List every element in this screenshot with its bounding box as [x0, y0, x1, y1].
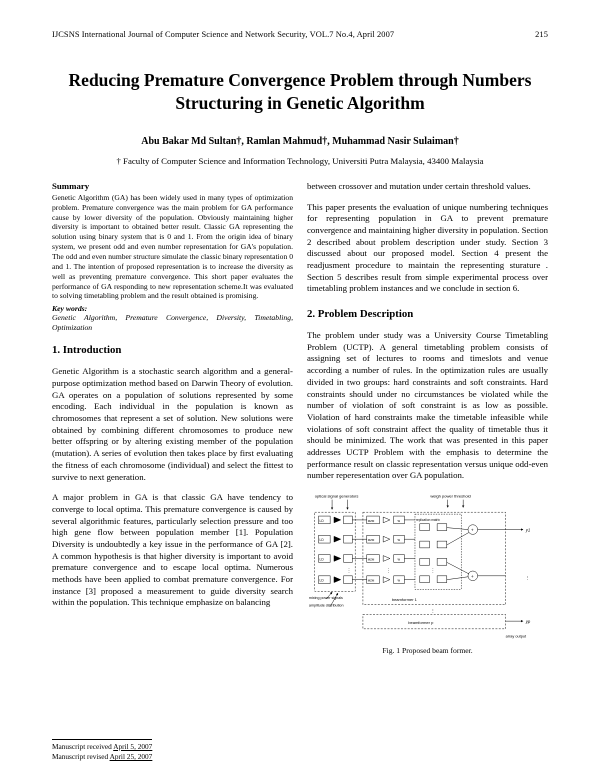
figure-1-caption: Fig. 1 Proposed beam former.: [382, 646, 473, 656]
manuscript-revised-label: Manuscript revised: [52, 752, 109, 762]
section-1-heading: 1. Introduction: [52, 344, 122, 357]
figure-label-array-output: array output: [505, 634, 527, 639]
weight-box-label: w: [397, 578, 400, 583]
ld-box-label: LD: [319, 538, 324, 543]
overview-paragraph: This paper presents the evaluation of unique numbering techniques for representing population in GA to prevent premature convergence and maintaining higher diversity in population. Section 2 described about problem description under study. Section 3 discussed about our proposed model. Section 4 present the readjusment procedure to maintain the representing sturature . Section 5 describes result from simple experimental process over timetabling problem instances and we conclude in section 6.: [307, 201, 548, 294]
mzm-box-label: MZM: [367, 578, 375, 583]
figure-label-replication-matrix: replication matrix: [415, 517, 440, 522]
figure-1-diagram: [307, 491, 548, 643]
continuation-paragraph: between crossover and mutation under certain threshold values.: [307, 180, 531, 191]
figure-label-beamformer-1: beamformer 1: [391, 596, 417, 602]
figure-label-optical-generators: optical signal generators: [314, 493, 359, 499]
figure-label-amplitude: amplitude distribution: [308, 603, 344, 608]
journal-header: IJCSNS International Journal of Computer Science and Network Security, VOL.7 No.4, April 2007: [52, 30, 395, 39]
keywords-heading: Key words:: [52, 304, 88, 314]
page-number: 215: [535, 30, 548, 39]
affiliation-line: † Faculty of Computer Science and Information Technology, Universiti Putra Malaysia, 43400 Malaysia: [116, 155, 484, 166]
footnote-rule: [52, 739, 152, 740]
ld-box-label: LD: [319, 557, 324, 562]
manuscript-received-line: [52, 742, 152, 753]
intro-paragraph-2: A major problem in GA is that classic GA have tendency to converge to local optima. This premature convergence is caused by several algorithmic features, particularly selection pressure and too high gene flow between population member [1]. Population Diversity is undoubtedly a key issue in the performance of GA [2]. A common hypothesis is that higher diversity is important to avoid premature convergence and to escape local optima. Numerous methods have been applied to combat premature convergence. For instance [3] proposed a measurement to guide diversity search within the population. This technique emphasize on balancing: [52, 492, 293, 608]
right-column: [307, 181, 548, 655]
section-2-heading: 2. Problem Description: [307, 308, 414, 321]
intro-paragraph-1: Genetic Algorithm is a stochastic search algorithm and a general-purpose optimization method based on Darwin Theory of evolution. GA operates on a population of solutions represented by some encoding. Each individual in the population is known as chromosomes that represent a set of solution. New solutions were obtained by combining different chromosomes to produce new better offspring or by altering existing member of the population (mutation). A series of evolution then takes place by first evaluating the fitness of each chromosome (individual) and select the fittest to survive to next generation.: [52, 366, 293, 482]
summer-plus-icon: +: [470, 574, 474, 580]
manuscript-revised-line: [52, 752, 152, 763]
figure-1: [307, 491, 548, 655]
ld-box-label: LD: [319, 518, 324, 523]
vertical-dots: ⋮: [386, 568, 391, 574]
running-head: [52, 30, 548, 39]
figure-label-weight-threshold: weigh power threshold: [430, 493, 471, 499]
vertical-dots: ⋮: [430, 568, 436, 574]
output-yp-label: yp: [525, 619, 531, 625]
vertical-dots: ⋮: [346, 568, 352, 574]
vertical-dots: ⋮: [524, 576, 530, 582]
problem-description-paragraph: The problem under study was a University Course Timetabling Problem (UCTP). A general timetabling problem consists of assigning set of lectures to rooms and timeslots and venue according a number of rules. In the optimization rules are usually divided in two groups: hard constraints and soft constraints. Hard constraints should under no circumstances be violated while the number of violation of soft constraint is as low as possible. Violation of hard constraints make the timetable infeasible while violations of soft constraint affect the quality of timetable thus it should be minimized. The work that was presented in this paper addresses UCTP Problem with the emphasis to determine the performance result on classic representation versus unique odd-even number reperesentation over GA population.: [307, 330, 548, 481]
mzm-box-label: MZM: [367, 518, 375, 523]
summer-plus-icon: +: [470, 528, 474, 534]
weight-box-label: w: [397, 557, 400, 562]
two-column-body: [52, 181, 548, 655]
figure-label-beamformer-p: beamformer p: [408, 620, 434, 626]
abstract-text: Genetic Algorithm (GA) has been widely used in many types of optimization problem. Premature convergence was the main problem for GA performance cause by lower diversity of the population. Obviously maintaining higher diversity is important to obtained better result. Classic GA representing the solution using binary system that is 0 and 1. From the origin idea of binary system, we present odd and even number representation for GA's population. The odd and even number structure simulate the classic binary representation 0 and 1. The intention of proposed representation is to increase the diversity as well as preventing premature convergence. This short paper evaluates the performance of GA responding to new representation scheme.It was evaluated to solving timetabling problem and the result obtained is promising.: [52, 192, 293, 301]
mzm-box-label: MZM: [367, 557, 375, 562]
summary-heading: Summary: [52, 180, 90, 191]
vertical-dots: ⋮: [430, 609, 436, 615]
ld-box-label: LD: [319, 578, 324, 583]
figure-label-mixing: mixing power signals: [308, 595, 343, 600]
mzm-box-label: MZM: [367, 538, 375, 543]
manuscript-revised-date: April 25, 2007: [109, 752, 153, 762]
weight-box-label: w: [397, 518, 400, 523]
keywords-text: Genetic Algorithm, Premature Convergence, Diversity, Timetabling, Optimization: [52, 313, 293, 333]
weight-box-label: w: [397, 538, 400, 543]
left-column: [52, 181, 293, 655]
authors-line: Abu Bakar Md Sultan†, Ramlan Mahmud†, Muhammad Nasir Sulaiman†: [141, 135, 459, 147]
paper-title: Reducing Premature Convergence Problem through Numbers Structuring in Genetic Algorithm: [68, 70, 532, 114]
output-y1-label: y1: [525, 527, 531, 533]
manuscript-received-label: Manuscript received: [52, 741, 112, 751]
manuscript-received-date: April 5, 2007: [113, 741, 153, 751]
manuscript-footnote: [52, 739, 152, 763]
